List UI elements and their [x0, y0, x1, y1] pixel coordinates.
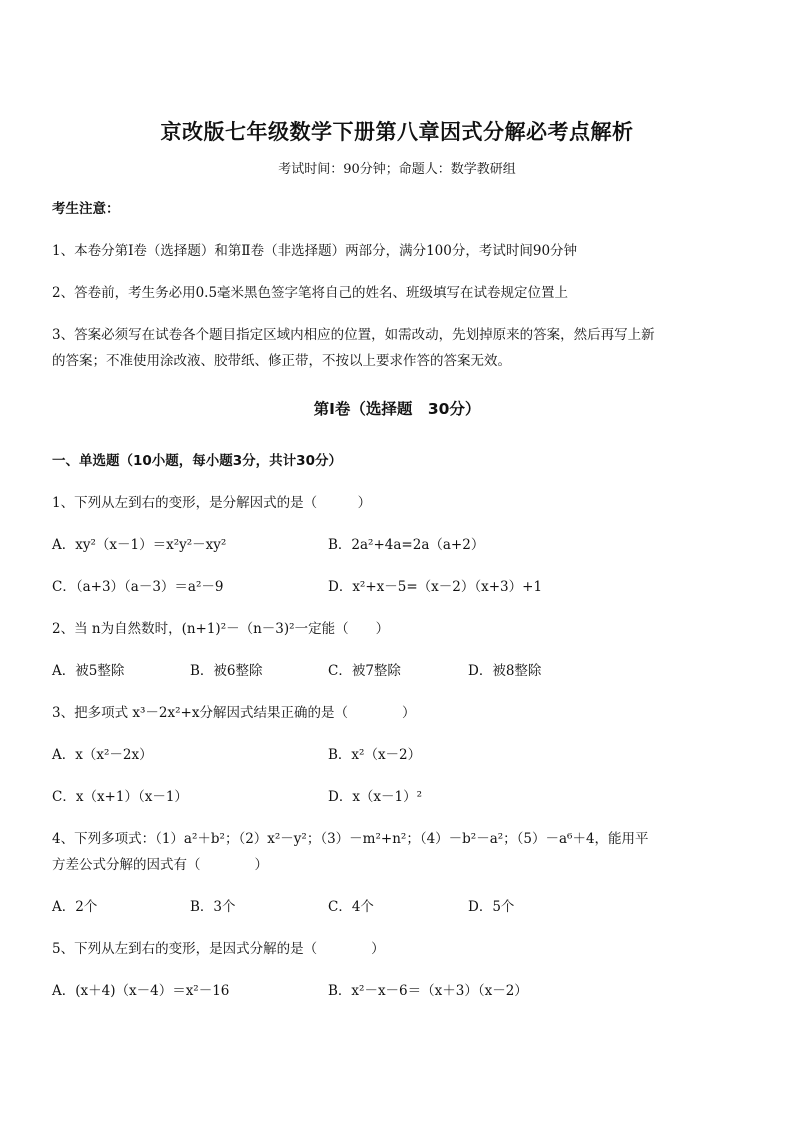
question-4-option-a[interactable]: A．2个: [52, 899, 98, 915]
question-3-option-d[interactable]: D．x（x－1）²: [328, 789, 423, 805]
question-3-option-c[interactable]: C．x（x+1）（x－1）: [52, 789, 188, 805]
question-4-stem: 4、下列多项式：（1）a²＋b²；（2）x²－y²；（3）－m²+n²；（4）－b²－a²；（5）－a⁶＋4，能用平: [52, 831, 649, 847]
question-2-stem: 2、当 n为自然数时，(n+1)²－（n－3)²一定能（ ）: [52, 621, 390, 637]
notice-item-2: 2、答卷前，考生务必用0.5毫米黑色签字笔将自己的姓名、班级填写在试卷规定位置上: [52, 285, 569, 301]
question-2-option-c[interactable]: C．被7整除: [328, 663, 401, 679]
notice-item-1: 1、本卷分第Ⅰ卷（选择题）和第Ⅱ卷（非选择题）两部分，满分100分，考试时间90分钟: [52, 243, 578, 259]
question-4-stem-cont: 方差公式分解的因式有（ ）: [52, 857, 268, 873]
part-heading: 一、单选题（10小题，每小题3分，共计30分）: [52, 453, 342, 469]
question-3-stem: 3、把多项式 x³－2x²+x分解因式结果正确的是（ ）: [52, 705, 416, 721]
question-2-option-a[interactable]: A．被5整除: [52, 663, 125, 679]
question-1-option-b[interactable]: B．2a²+4a=2a（a+2）: [328, 537, 485, 553]
question-1-option-c[interactable]: C．（a+3）（a－3）＝a²－9: [52, 579, 224, 595]
notice-heading: 考生注意：: [52, 201, 120, 217]
question-4-option-d[interactable]: D．5个: [468, 899, 515, 915]
notice-item-3-cont: 的答案；不准使用涂改液、胶带纸、修正带，不按以上要求作答的答案无效。: [52, 353, 511, 369]
question-5-option-b[interactable]: B．x²－x－6＝（x＋3）（x－2）: [328, 983, 528, 999]
question-1-stem: 1、下列从左到右的变形，是分解因式的是（ ）: [52, 495, 372, 511]
question-4-option-c[interactable]: C．4个: [328, 899, 374, 915]
question-2-option-b[interactable]: B．被6整除: [190, 663, 263, 679]
question-3-option-a[interactable]: A．x（x²－2x）: [52, 747, 153, 763]
question-5-option-a[interactable]: A．(x＋4)（x－4）＝x²－16: [52, 983, 230, 999]
notice-item-3: 3、答案必须写在试卷各个题目指定区域内相应的位置，如需改动，先划掉原来的答案，然后再写上新: [52, 327, 655, 343]
page-title: 京改版七年级数学下册第八章因式分解必考点解析: [160, 120, 634, 144]
question-1-option-a[interactable]: A．xy²（x－1）＝x²y²－xy²: [52, 537, 227, 553]
section-title: 第Ⅰ卷（选择题 30分）: [313, 400, 481, 418]
question-4-option-b[interactable]: B．3个: [190, 899, 236, 915]
question-3-option-b[interactable]: B．x²（x－2）: [328, 747, 422, 763]
question-1-option-d[interactable]: D．x²+x－5=（x－2）（x+3）+1: [328, 579, 543, 595]
question-2-option-d[interactable]: D．被8整除: [468, 663, 542, 679]
question-5-stem: 5、下列从左到右的变形，是因式分解的是（ ）: [52, 941, 385, 957]
exam-subtitle: 考试时间：90分钟；命题人：数学教研组: [278, 162, 516, 177]
